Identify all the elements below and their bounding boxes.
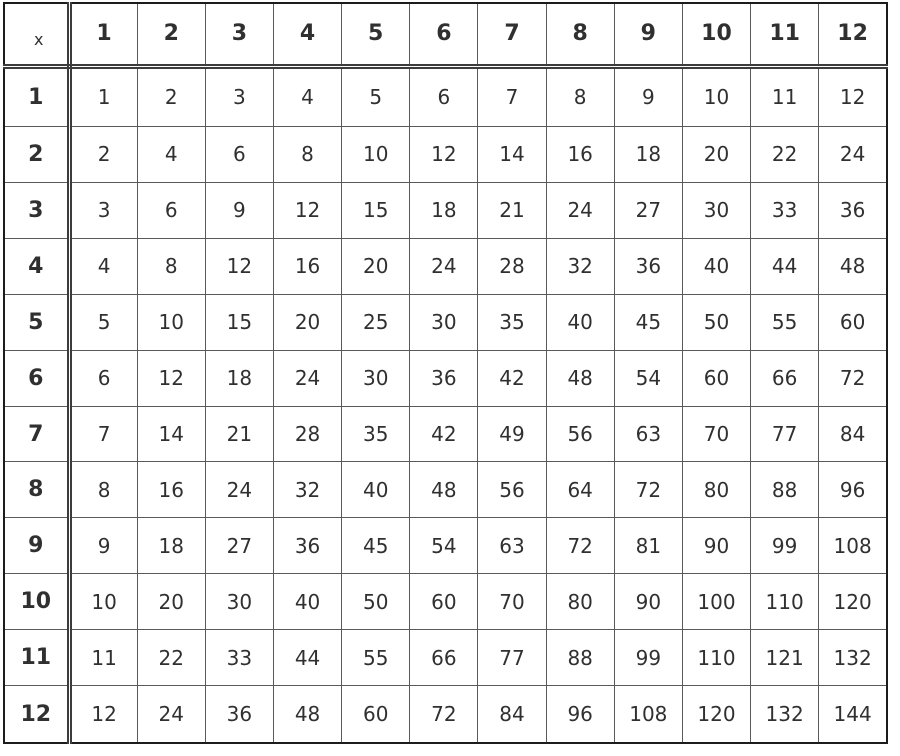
table-row-8 — [4, 462, 887, 518]
row-header-8: 8 — [4, 462, 69, 518]
cell-4x3: 12 — [205, 238, 273, 294]
cell-11x1: 11 — [69, 630, 137, 686]
cell-9x8: 72 — [546, 518, 614, 574]
cell-5x2: 10 — [137, 294, 205, 350]
cell-5x8: 40 — [546, 294, 614, 350]
cell-2x8: 16 — [546, 126, 614, 182]
corner-cell: x — [4, 3, 69, 66]
cell-7x1: 7 — [69, 406, 137, 462]
cell-4x5: 20 — [342, 238, 410, 294]
cell-3x9: 27 — [614, 182, 682, 238]
cell-1x8: 8 — [546, 66, 614, 126]
cell-8x4: 32 — [273, 462, 341, 518]
cell-2x7: 14 — [478, 126, 546, 182]
row-header-5: 5 — [4, 294, 69, 350]
cell-5x11: 55 — [751, 294, 819, 350]
cell-6x8: 48 — [546, 350, 614, 406]
cell-10x4: 40 — [273, 574, 341, 630]
cell-11x8: 88 — [546, 630, 614, 686]
cell-9x4: 36 — [273, 518, 341, 574]
cell-6x12: 72 — [819, 350, 887, 406]
cell-7x4: 28 — [273, 406, 341, 462]
cell-5x6: 30 — [410, 294, 478, 350]
row-header-9: 9 — [4, 518, 69, 574]
cell-7x6: 42 — [410, 406, 478, 462]
cell-12x10: 120 — [682, 686, 750, 743]
row-header-1: 1 — [4, 66, 69, 126]
cell-11x9: 99 — [614, 630, 682, 686]
col-header-6: 6 — [410, 3, 478, 66]
cell-9x1: 9 — [69, 518, 137, 574]
cell-11x4: 44 — [273, 630, 341, 686]
cell-7x10: 70 — [682, 406, 750, 462]
cell-5x7: 35 — [478, 294, 546, 350]
table-row-11 — [4, 630, 887, 686]
table-header — [4, 3, 887, 66]
cell-8x7: 56 — [478, 462, 546, 518]
cell-11x3: 33 — [205, 630, 273, 686]
cell-12x9: 108 — [614, 686, 682, 743]
cell-3x8: 24 — [546, 182, 614, 238]
cell-2x2: 4 — [137, 126, 205, 182]
cell-12x7: 84 — [478, 686, 546, 743]
table-row-10 — [4, 574, 887, 630]
row-header-3: 3 — [4, 182, 69, 238]
row-header-12: 12 — [4, 686, 69, 743]
cell-4x1: 4 — [69, 238, 137, 294]
cell-9x12: 108 — [819, 518, 887, 574]
cell-12x4: 48 — [273, 686, 341, 743]
cell-4x11: 44 — [751, 238, 819, 294]
header-row — [4, 3, 887, 66]
cell-7x9: 63 — [614, 406, 682, 462]
cell-10x9: 90 — [614, 574, 682, 630]
cell-1x5: 5 — [342, 66, 410, 126]
cell-2x10: 20 — [682, 126, 750, 182]
cell-6x2: 12 — [137, 350, 205, 406]
col-header-4: 4 — [273, 3, 341, 66]
cell-4x10: 40 — [682, 238, 750, 294]
table-row-12 — [4, 686, 887, 743]
cell-6x1: 6 — [69, 350, 137, 406]
cell-4x7: 28 — [478, 238, 546, 294]
cell-9x2: 18 — [137, 518, 205, 574]
cell-11x11: 121 — [751, 630, 819, 686]
cell-3x2: 6 — [137, 182, 205, 238]
cell-11x12: 132 — [819, 630, 887, 686]
col-header-3: 3 — [205, 3, 273, 66]
cell-8x8: 64 — [546, 462, 614, 518]
cell-7x2: 14 — [137, 406, 205, 462]
cell-7x8: 56 — [546, 406, 614, 462]
cell-12x2: 24 — [137, 686, 205, 743]
cell-1x10: 10 — [682, 66, 750, 126]
cell-12x12: 144 — [819, 686, 887, 743]
col-header-1: 1 — [69, 3, 137, 66]
cell-12x1: 12 — [69, 686, 137, 743]
cell-3x5: 15 — [342, 182, 410, 238]
multiplication-table — [3, 2, 888, 744]
cell-2x9: 18 — [614, 126, 682, 182]
cell-11x7: 77 — [478, 630, 546, 686]
cell-5x1: 5 — [69, 294, 137, 350]
cell-4x2: 8 — [137, 238, 205, 294]
cell-7x3: 21 — [205, 406, 273, 462]
cell-1x4: 4 — [273, 66, 341, 126]
col-header-9: 9 — [614, 3, 682, 66]
cell-1x9: 9 — [614, 66, 682, 126]
cell-9x6: 54 — [410, 518, 478, 574]
cell-6x7: 42 — [478, 350, 546, 406]
cell-11x5: 55 — [342, 630, 410, 686]
cell-10x8: 80 — [546, 574, 614, 630]
cell-12x11: 132 — [751, 686, 819, 743]
cell-6x10: 60 — [682, 350, 750, 406]
cell-6x6: 36 — [410, 350, 478, 406]
row-header-10: 10 — [4, 574, 69, 630]
cell-8x6: 48 — [410, 462, 478, 518]
cell-7x12: 84 — [819, 406, 887, 462]
cell-6x3: 18 — [205, 350, 273, 406]
row-header-11: 11 — [4, 630, 69, 686]
cell-11x2: 22 — [137, 630, 205, 686]
cell-3x3: 9 — [205, 182, 273, 238]
col-header-11: 11 — [751, 3, 819, 66]
cell-1x11: 11 — [751, 66, 819, 126]
col-header-7: 7 — [478, 3, 546, 66]
cell-9x7: 63 — [478, 518, 546, 574]
cell-2x5: 10 — [342, 126, 410, 182]
cell-10x12: 120 — [819, 574, 887, 630]
cell-9x3: 27 — [205, 518, 273, 574]
cell-3x1: 3 — [69, 182, 137, 238]
cell-12x8: 96 — [546, 686, 614, 743]
cell-9x10: 90 — [682, 518, 750, 574]
cell-4x8: 32 — [546, 238, 614, 294]
cell-6x11: 66 — [751, 350, 819, 406]
cell-5x4: 20 — [273, 294, 341, 350]
cell-12x5: 60 — [342, 686, 410, 743]
cell-12x3: 36 — [205, 686, 273, 743]
cell-10x10: 100 — [682, 574, 750, 630]
cell-3x6: 18 — [410, 182, 478, 238]
cell-3x11: 33 — [751, 182, 819, 238]
cell-6x5: 30 — [342, 350, 410, 406]
cell-1x7: 7 — [478, 66, 546, 126]
cell-2x4: 8 — [273, 126, 341, 182]
cell-10x6: 60 — [410, 574, 478, 630]
cell-12x6: 72 — [410, 686, 478, 743]
table-row-1 — [4, 66, 887, 126]
cell-8x12: 96 — [819, 462, 887, 518]
cell-1x12: 12 — [819, 66, 887, 126]
col-header-5: 5 — [342, 3, 410, 66]
cell-6x9: 54 — [614, 350, 682, 406]
cell-9x5: 45 — [342, 518, 410, 574]
table-body — [4, 66, 887, 743]
cell-8x9: 72 — [614, 462, 682, 518]
cell-10x1: 10 — [69, 574, 137, 630]
cell-2x1: 2 — [69, 126, 137, 182]
cell-7x11: 77 — [751, 406, 819, 462]
cell-4x12: 48 — [819, 238, 887, 294]
table-row-9 — [4, 518, 887, 574]
cell-4x9: 36 — [614, 238, 682, 294]
col-header-12: 12 — [819, 3, 887, 66]
table-row-3 — [4, 182, 887, 238]
cell-10x5: 50 — [342, 574, 410, 630]
cell-5x3: 15 — [205, 294, 273, 350]
cell-1x1: 1 — [69, 66, 137, 126]
cell-3x4: 12 — [273, 182, 341, 238]
cell-6x4: 24 — [273, 350, 341, 406]
cell-2x6: 12 — [410, 126, 478, 182]
cell-7x7: 49 — [478, 406, 546, 462]
row-header-6: 6 — [4, 350, 69, 406]
cell-4x6: 24 — [410, 238, 478, 294]
table-row-6 — [4, 350, 887, 406]
col-header-2: 2 — [137, 3, 205, 66]
row-header-4: 4 — [4, 238, 69, 294]
cell-3x7: 21 — [478, 182, 546, 238]
col-header-10: 10 — [682, 3, 750, 66]
cell-3x10: 30 — [682, 182, 750, 238]
cell-1x2: 2 — [137, 66, 205, 126]
cell-10x11: 110 — [751, 574, 819, 630]
row-header-7: 7 — [4, 406, 69, 462]
cell-8x5: 40 — [342, 462, 410, 518]
table-row-7 — [4, 406, 887, 462]
cell-1x6: 6 — [410, 66, 478, 126]
cell-8x2: 16 — [137, 462, 205, 518]
cell-10x2: 20 — [137, 574, 205, 630]
table-row-4 — [4, 238, 887, 294]
cell-8x10: 80 — [682, 462, 750, 518]
col-header-8: 8 — [546, 3, 614, 66]
cell-11x10: 110 — [682, 630, 750, 686]
row-header-2: 2 — [4, 126, 69, 182]
cell-9x9: 81 — [614, 518, 682, 574]
cell-5x10: 50 — [682, 294, 750, 350]
cell-5x12: 60 — [819, 294, 887, 350]
cell-3x12: 36 — [819, 182, 887, 238]
cell-11x6: 66 — [410, 630, 478, 686]
cell-8x11: 88 — [751, 462, 819, 518]
cell-2x11: 22 — [751, 126, 819, 182]
cell-4x4: 16 — [273, 238, 341, 294]
table-row-5 — [4, 294, 887, 350]
cell-1x3: 3 — [205, 66, 273, 126]
cell-8x3: 24 — [205, 462, 273, 518]
cell-5x9: 45 — [614, 294, 682, 350]
table-row-2 — [4, 126, 887, 182]
cell-9x11: 99 — [751, 518, 819, 574]
cell-8x1: 8 — [69, 462, 137, 518]
cell-10x3: 30 — [205, 574, 273, 630]
cell-2x12: 24 — [819, 126, 887, 182]
cell-7x5: 35 — [342, 406, 410, 462]
cell-10x7: 70 — [478, 574, 546, 630]
cell-2x3: 6 — [205, 126, 273, 182]
cell-5x5: 25 — [342, 294, 410, 350]
